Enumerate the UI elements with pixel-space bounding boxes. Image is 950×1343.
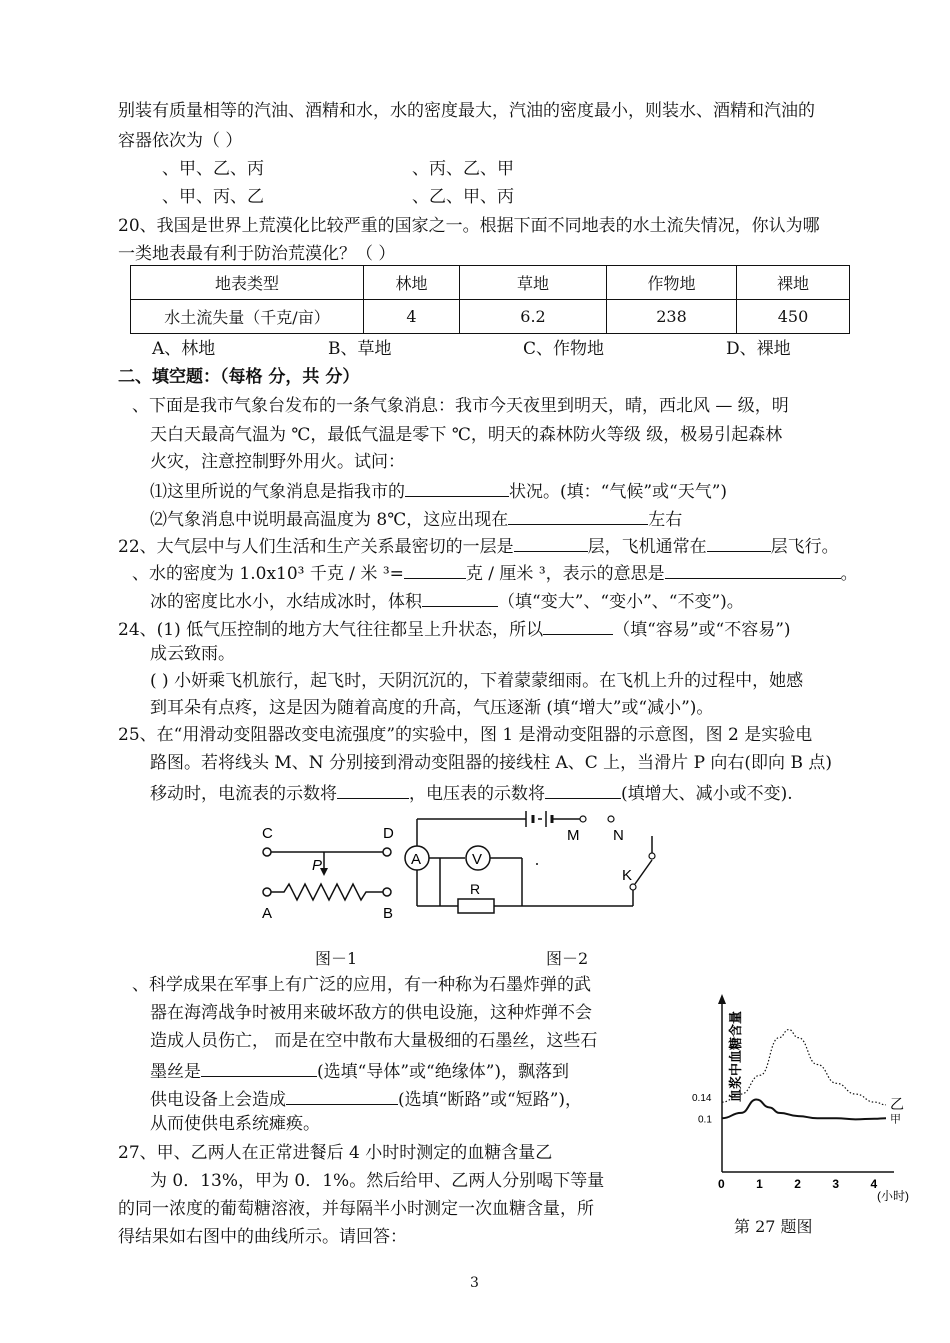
x-tick-label: 0 [718, 1177, 725, 1191]
x-tick-label: 2 [794, 1177, 801, 1191]
table-header-cell: 林地 [364, 266, 460, 300]
series-line [722, 1030, 886, 1105]
terminal-d-label: D [383, 825, 394, 842]
rheostat-diagram [252, 822, 402, 932]
q26-line6: 从而使供电系统瘫痪。 [150, 1114, 320, 1134]
q23-text-b: 克 / 厘米 ³，表示的意思是 [465, 564, 665, 584]
q19-option-b: 、丙、乙、甲 [412, 159, 514, 179]
x-axis-label: (小时) [877, 1189, 909, 1203]
q21-sub1-text: ⑴这里所说的气象消息是指我市的 [150, 482, 405, 502]
q26-line4 [150, 1058, 569, 1083]
y-tick-label: 0.14 [692, 1092, 712, 1104]
q25-text-a: 移动时，电流表的示数将 [150, 784, 337, 804]
q26-line1: 、科学成果在军事上有广泛的应用，有一种称为石墨炸弹的武 [132, 975, 591, 995]
q24-line2: 成云致雨。 [150, 644, 235, 664]
q21-sub1 [150, 478, 727, 503]
q20-line1: 20、我国是世界上荒漠化比较严重的国家之一。根据下面不同地表的水土流失情况，你认为哪 [118, 216, 820, 236]
answer-blank[interactable] [514, 533, 588, 552]
answer-blank[interactable] [543, 616, 613, 635]
table-cell: 水土流失量（千克/亩） [131, 300, 364, 334]
terminal-b-label: B [383, 905, 394, 922]
terminal-c-label: C [262, 825, 273, 842]
q25-text-c: (填增大、减小或不变). [621, 784, 793, 804]
terminal-m-label: M [567, 827, 580, 844]
table-header-cell: 地表类型 [131, 266, 364, 300]
answer-blank[interactable] [337, 780, 409, 799]
terminal-a-label: A [262, 905, 273, 922]
q20-option-d: D、裸地 [726, 339, 791, 359]
q26-text: 墨丝是 [150, 1062, 201, 1082]
answer-blank[interactable] [665, 560, 841, 579]
q19-line1: 别装有质量相等的汽油、酒精和水，水的密度最大，汽油的密度最小，则装水、酒精和汽油的 [118, 101, 815, 121]
q25-line3 [150, 780, 793, 805]
q26-hint: (选填“断路”或“短路”)， [398, 1090, 583, 1110]
blood-sugar-chart [672, 990, 912, 1205]
table-header-row [131, 266, 850, 300]
table-row [131, 300, 850, 334]
q26-line2: 器在海湾战争时被用来破坏敌方的供电设施，这种炸弹不会 [150, 1003, 592, 1023]
q20-line2: 一类地表最有利于防治荒漠化？（ ） [118, 244, 396, 264]
q26-line3: 造成人员伤亡， 而是在空中散布大量极细的石墨丝，这些石 [150, 1031, 598, 1051]
circuit-diagram [400, 808, 670, 920]
q23-line1 [132, 560, 858, 585]
q22-text-b: 层，飞机通常在 [587, 537, 707, 557]
table-cell: 6.2 [460, 300, 607, 334]
q26-line5 [150, 1086, 582, 1111]
q27-line2: 为 0．13%，甲为 0．1%。然后给甲、乙两人分别喝下等量 [150, 1171, 605, 1191]
q20-option-c: C、作物地 [523, 339, 605, 359]
q26-hint: (选填“导体”或“绝缘体”)，飘落到 [317, 1062, 570, 1082]
q20-option-a: A、林地 [152, 339, 216, 359]
x-tick-label: 4 [870, 1177, 878, 1191]
table-cell: 238 [607, 300, 737, 334]
figure-27-caption: 第 27 题图 [734, 1217, 813, 1236]
q23-line2 [150, 588, 744, 613]
table-header-cell: 草地 [460, 266, 607, 300]
q21-line2: 天白天最高气温为 ℃，最低气温是零下 ℃，明天的森林防火等级 级，极易引起森林 [150, 425, 783, 445]
answer-blank[interactable] [404, 560, 466, 579]
answer-blank[interactable] [707, 533, 771, 552]
answer-blank[interactable] [405, 478, 509, 497]
figure-1-caption: 图－1 [315, 949, 358, 968]
y-axis-label: 血浆中血糖含量 [728, 1010, 743, 1102]
q19-option-a: 、甲、乙、丙 [162, 159, 264, 179]
slider-p-label: P [312, 857, 323, 874]
q21-line3: 火灾，注意控制野外用火。试问： [150, 452, 405, 472]
q24-text-a: 24、(1) 低气压控制的地方大气往往都呈上升状态，所以 [118, 620, 544, 640]
q27-line3: 的同一浓度的葡萄糖溶液，并每隔半小时测定一次血糖含量，所 [118, 1199, 594, 1219]
q21-line1: 、下面是我市气象台发布的一条气象消息：我市今天夜里到明天，晴，西北风 — 级，明 [132, 396, 789, 416]
q25-text-b: ，电压表的示数将 [409, 784, 545, 804]
q26-text: 供电设备上会造成 [150, 1090, 286, 1110]
q21-sub2-text: ⑵气象消息中说明最高温度为 8℃，这应出现在 [150, 510, 509, 530]
x-tick-label: 3 [832, 1177, 840, 1191]
section-heading: 二、填空题：（每格 分，共 分） [118, 367, 360, 387]
q19-option-d: 、乙、甲、丙 [412, 187, 514, 207]
answer-blank[interactable] [286, 1086, 398, 1105]
table-cell: 450 [737, 300, 850, 334]
q23-text-c: 。 [840, 564, 858, 584]
switch-k-label: K [622, 867, 633, 884]
answer-blank[interactable] [508, 506, 648, 525]
table-header-cell: 作物地 [607, 266, 737, 300]
q24-line4: 到耳朵有点疼，这是因为随着高度的升高，气压逐渐 (填“增大”或“减小”)。 [150, 698, 714, 718]
resistor-label: R [470, 881, 481, 897]
q21-sub2-hint: 左右 [648, 510, 683, 530]
q21-sub1-hint: 状况。(填：“气候”或“天气”) [509, 482, 728, 502]
q19-line2: 容器依次为（ ） [118, 131, 243, 151]
q23-text-a: 、水的密度为 1.0x10³ 千克 / 米 ³= [132, 564, 404, 584]
q24-line3: ( ) 小妍乘飞机旅行，起飞时，天阴沉沉的，下着蒙蒙细雨。在飞机上升的过程中，她感 [150, 671, 804, 691]
q27-line1: 27、甲、乙两人在正常进餐后 4 小时时测定的血糖含量乙 [118, 1143, 553, 1163]
figure-2-caption: 图－2 [546, 949, 589, 968]
y-tick-label: 0.1 [698, 1114, 712, 1126]
series-line [722, 1099, 886, 1119]
q23-line2-text: 冰的密度比水小，水结成冰时，体积 [150, 592, 422, 612]
q22-text-a: 22、大气层中与人们生活和生产关系最密切的一层是 [118, 537, 514, 557]
x-tick-label: 1 [756, 1177, 763, 1191]
series-label: 乙 [890, 1095, 904, 1112]
q22-line [118, 533, 839, 558]
ammeter-label: A [411, 851, 422, 868]
q25-line2: 路图。若将线头 M、N 分别接到滑动变阻器的接线柱 A、C 上，当滑片 P 向右(即向 B 点) [150, 753, 832, 773]
table-cell: 4 [364, 300, 460, 334]
q22-text-c: 层飞行。 [770, 537, 839, 557]
q19-option-c: 、甲、丙、乙 [162, 187, 264, 207]
voltmeter-label: V [472, 851, 483, 868]
q21-sub2 [150, 506, 682, 531]
page-number: 3 [470, 1275, 479, 1291]
answer-blank[interactable] [201, 1058, 317, 1077]
q27-line4: 得结果如右图中的曲线所示。请回答： [118, 1227, 407, 1247]
series-label: 甲 [890, 1113, 901, 1126]
erosion-table [130, 265, 850, 334]
q24-hint: （填“容易”或“不容易”) [613, 620, 791, 640]
answer-blank[interactable] [422, 588, 498, 607]
q20-option-b: B、草地 [328, 339, 392, 359]
terminal-n-label: N [613, 827, 624, 844]
q24-line1 [118, 616, 791, 641]
table-header-cell: 裸地 [737, 266, 850, 300]
q23-line2-hint: （填“变大”、“变小”、“不变”)。 [498, 592, 744, 612]
q25-line1: 25、在“用滑动变阻器改变电流强度”的实验中，图 1 是滑动变阻器的示意图，图 2 是实验电 [118, 725, 813, 745]
answer-blank[interactable] [545, 780, 621, 799]
